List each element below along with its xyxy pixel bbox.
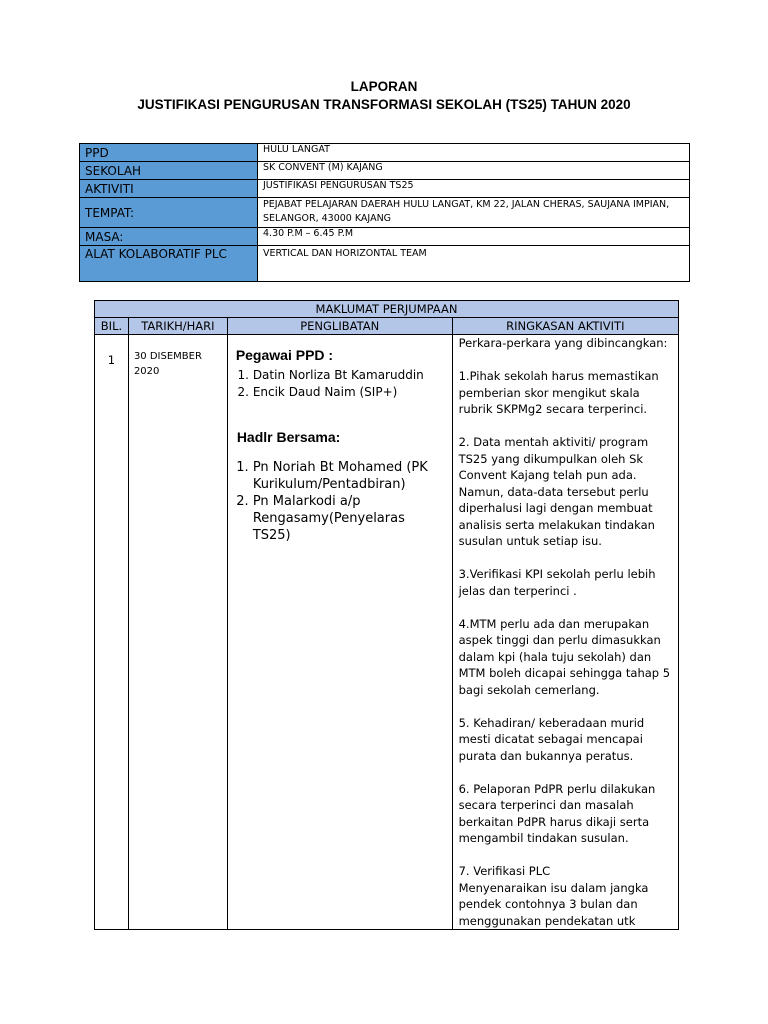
col-header-tarikh: TARIKH/HARI [128, 318, 227, 335]
ringkasan-cell [452, 335, 678, 930]
info-label: PPD [80, 144, 258, 162]
hadir-list [233, 459, 447, 544]
info-label: ALAT KOLABORATIF PLC [80, 246, 258, 282]
summary-paragraph: 7. Verifikasi PLC [458, 864, 551, 878]
table-row [95, 335, 679, 930]
row-number: 1 [95, 335, 129, 930]
info-label: MASA: [80, 228, 258, 246]
list-item: 1. Pn Noriah Bt Mohamed (PK Kurikulum/Pentadbiran) [253, 459, 447, 493]
summary-paragraph: 6. Pelaporan PdPR perlu dilakukan secara terperinci dan masalah berkaitan PdPR harus dikaji serta mengambil tindakan susulan. [458, 781, 656, 845]
meeting-table [94, 300, 679, 930]
penglibatan-cell [227, 335, 452, 930]
info-label: AKTIVITI [80, 180, 258, 198]
info-table [79, 143, 690, 282]
list-item: 1. Datin Norliza Bt Kamaruddin [253, 367, 447, 384]
pegawai-heading: Pegawai PPD : [235, 347, 334, 363]
summary-paragraph: 5. Kehadiran/ keberadaan murid mesti dicatat sebagai mencapai purata dan bukannya peratus. [458, 715, 645, 763]
info-label: SEKOLAH [80, 162, 258, 180]
info-row-sekolah [80, 162, 690, 180]
col-header-penglibatan: PENGLIBATAN [227, 318, 452, 335]
info-label: TEMPAT: [80, 198, 258, 228]
col-header-ringkasan: RINGKASAN AKTIVITI [452, 318, 678, 335]
info-row-aktiviti [80, 180, 690, 198]
info-value: SK CONVENT (M) KAJANG [258, 162, 690, 180]
summary-paragraph: 3.Verifikasi KPI sekolah perlu lebih jelas dan terperinci . [458, 567, 656, 598]
info-row-tempat [80, 198, 690, 228]
summary-paragraph: Perkara-perkara yang dibincangkan: [458, 336, 668, 350]
list-item: 2. Encik Daud Naim (SIP+) [253, 384, 447, 401]
report-subtitle: JUSTIFIKASI PENGURUSAN TRANSFORMASI SEKOLAH (TS25) TAHUN 2020 [137, 97, 631, 112]
col-header-bil: BIL. [95, 318, 129, 335]
summary-paragraph: 4.MTM perlu ada dan merupakan aspek tinggi dan perlu dimasukkan dalam kpi (hala tuju sekolah) dan MTM boleh dicapai sehingga tahap 5 bagi sekolah cemerlang. [458, 616, 671, 697]
info-value: 4.30 P.M – 6.45 P.M [258, 228, 690, 246]
info-row-alat [80, 246, 690, 282]
meeting-header-row [95, 301, 679, 318]
hadir-heading: Hadlr Bersama: [236, 429, 341, 445]
summary-paragraph: 1.Pihak sekolah harus memastikan pemberian skor mengikut skala rubrik SKPMg2 secara terperinci. [458, 369, 659, 416]
info-row-ppd [80, 144, 690, 162]
list-item: 2. Pn Malarkodi a/p Rengasamy(Penyelaras TS25) [253, 493, 447, 544]
row-date: 30 DISEMBER 2020 [128, 335, 227, 930]
summary-paragraph: Menyenaraikan isu dalam jangka pendek contohnya 3 bulan dan menggunakan pendekatan utk [458, 880, 649, 928]
column-header-row [95, 318, 679, 335]
info-value: HULU LANGAT [258, 144, 690, 162]
info-row-masa [80, 228, 690, 246]
report-title: LAPORAN [350, 79, 418, 94]
info-value: PEJABAT PELAJARAN DAERAH HULU LANGAT, KM 22, JALAN CHERAS, SAUJANA IMPIAN, SELANGOR, 43000 KAJANG [258, 198, 690, 228]
meeting-header: MAKLUMAT PERJUMPAAN [95, 301, 679, 318]
summary-paragraph: 2. Data mentah aktiviti/ program TS25 yang dikumpulkan oleh Sk Convent Kajang telah pun ada. Namun, data-data tersebut perlu diperhalusi lagi dengan membuat analisis serta melakukan tindakan susulan untuk setiap isu. [458, 435, 655, 548]
pegawai-list [233, 367, 447, 401]
info-value: VERTICAL DAN HORIZONTAL TEAM [258, 246, 690, 282]
info-value: JUSTIFIKASI PENGURUSAN TS25 [258, 180, 690, 198]
